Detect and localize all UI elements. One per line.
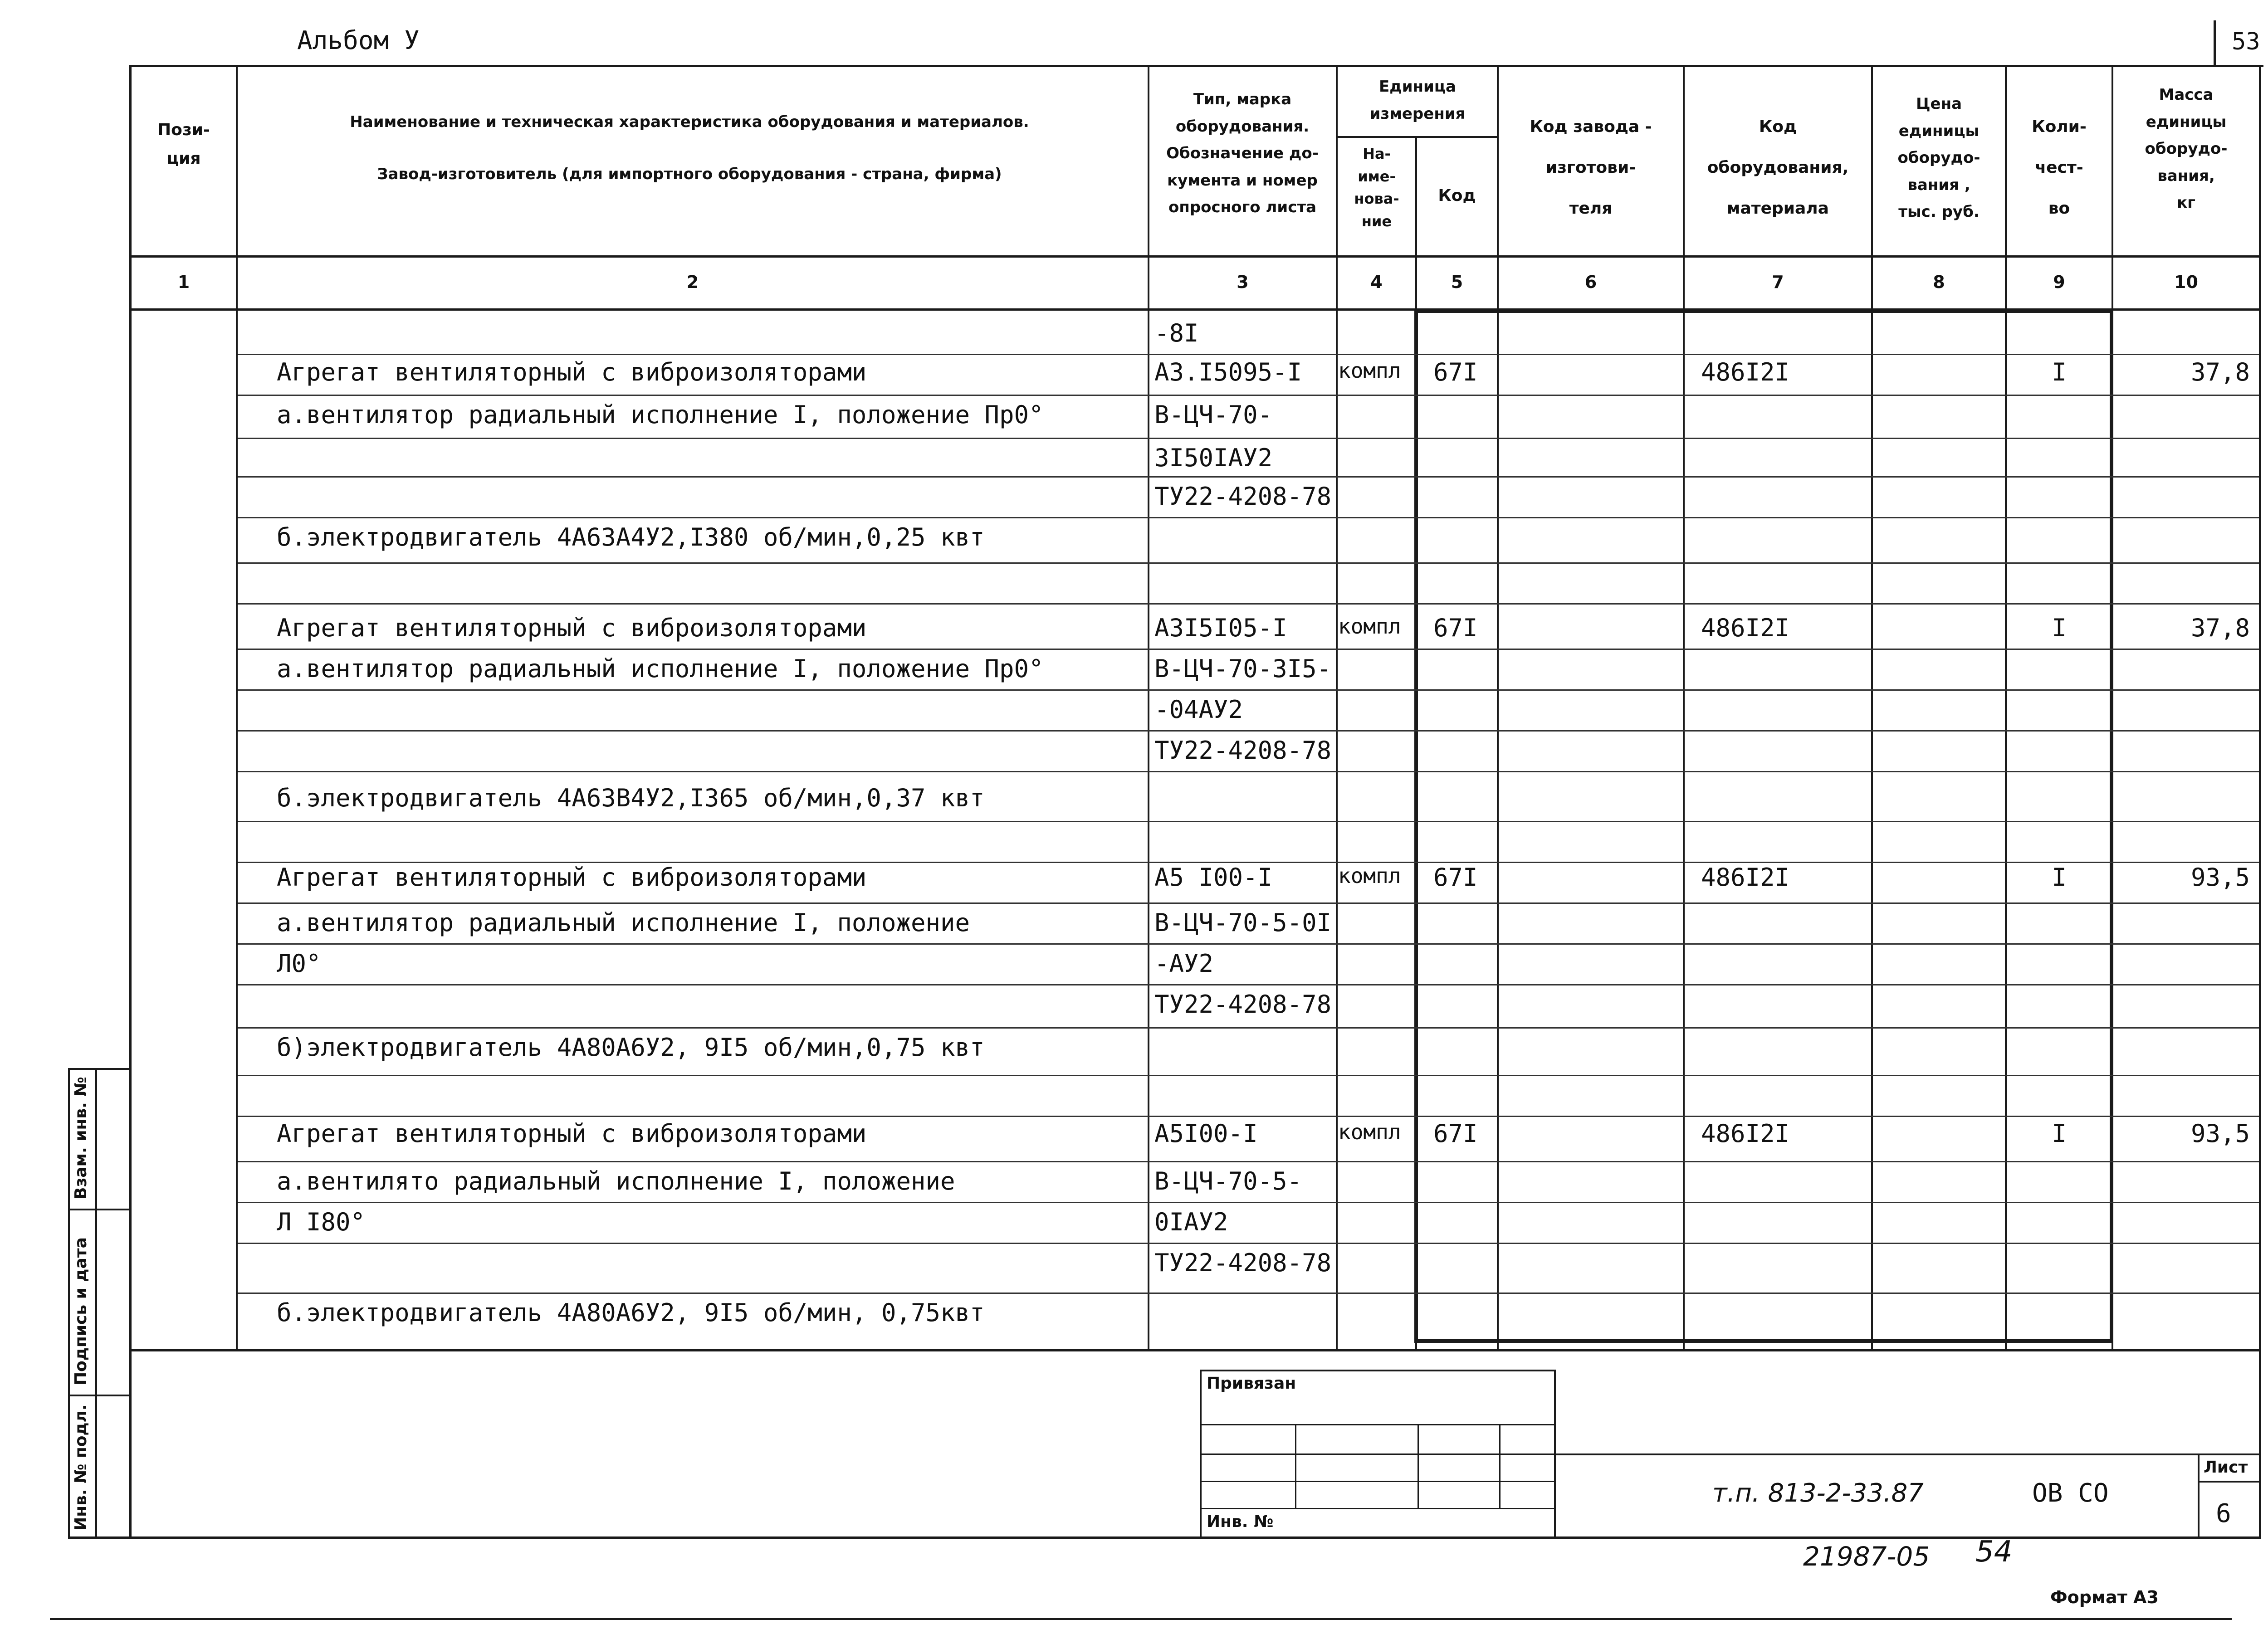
cell-unit: компл <box>1338 863 1401 888</box>
cell-doc: -04АУ2 <box>1154 695 1243 724</box>
row-divider <box>238 476 2259 478</box>
privyazan-line-2 <box>1200 1454 1556 1455</box>
row-divider <box>238 395 2259 396</box>
row-divider <box>238 438 2259 439</box>
row-divider <box>238 1202 2259 1203</box>
side-podpis-data: Подпись и дата <box>72 1237 90 1385</box>
document-code: ОВ СО <box>2032 1478 2109 1508</box>
privyazan-col-2 <box>1418 1424 1419 1509</box>
album-title: Альбом У <box>297 26 420 55</box>
side-stamp-inner-line <box>95 1068 97 1537</box>
sheet-label: Лист <box>2204 1458 2248 1477</box>
cell-unit: компл <box>1338 614 1401 639</box>
cell-code: 67I <box>1433 614 1478 642</box>
colnum-2: 2 <box>686 272 699 292</box>
side-stamp-div-1 <box>68 1209 130 1210</box>
row-divider <box>238 603 2259 605</box>
table-top-border <box>129 65 2263 67</box>
page-bottom-rule <box>50 1618 2232 1620</box>
header-price: Цена единицы оборудо- вания , тыс. руб. <box>1897 95 1980 221</box>
cell-doc: ТУ22-4208-78 <box>1154 482 1332 511</box>
cell-name: Агрегат вентиляторный с виброизоляторами <box>277 358 867 386</box>
row-divider <box>238 1027 2259 1029</box>
cell-name: а.вентилято радиальный исполнение I, положение <box>277 1167 955 1195</box>
header-bottom-line <box>129 255 2261 258</box>
cell-code: 67I <box>1433 358 1478 386</box>
row-divider <box>238 943 2259 945</box>
privyazan-col-3 <box>1499 1424 1501 1509</box>
cell-code: 67I <box>1433 1119 1478 1148</box>
side-inv-podl: Инв. № подл. <box>72 1404 90 1531</box>
cell-doc: ТУ22-4208-78 <box>1154 1249 1332 1277</box>
colnum-8: 8 <box>1933 272 1945 292</box>
cell-doc: ТУ22-4208-78 <box>1154 736 1332 765</box>
side-vzam-inv: Взам. инв. № <box>72 1077 90 1200</box>
cell-qty: I <box>2052 863 2067 892</box>
cell-mat: 486I2I <box>1701 358 1790 386</box>
row-divider <box>238 1243 2259 1244</box>
frame-bottom-line <box>68 1536 2261 1539</box>
header-quantity: Коли- чест- во <box>2032 117 2087 218</box>
header-position: Пози- ция <box>157 121 210 168</box>
row-divider <box>238 771 2259 772</box>
body-box-right <box>2110 309 2113 1343</box>
colnum-9: 9 <box>2053 272 2065 292</box>
header-type-doc: Тип, марка оборудования. Обозначение до- кумента и номер опросного листа <box>1166 90 1319 216</box>
col-line-2 <box>1148 65 1149 1351</box>
side-stamp-top <box>68 1068 130 1070</box>
privyazan-line-1 <box>1200 1424 1556 1425</box>
archive-number: 21987-05 <box>1803 1541 1930 1572</box>
privyazan-label: Привязан <box>1207 1374 1296 1393</box>
cell-mass: 93,5 <box>2190 863 2250 892</box>
unit-group-divider <box>1336 136 1497 138</box>
colnum-5: 5 <box>1451 272 1463 292</box>
title-block-top <box>1556 1454 2261 1455</box>
cell-doc: В-ЦЧ-70-5-0I <box>1154 908 1332 937</box>
cell-mat: 486I2I <box>1701 863 1790 892</box>
page-number: 53 <box>2232 28 2260 55</box>
cell-name: а.вентилятор радиальный исполнение I, положение Пр0° <box>277 654 1044 683</box>
row-divider <box>238 821 2259 822</box>
row-divider <box>238 354 2259 355</box>
col-line-7 <box>1871 65 1873 1351</box>
cell-doc: 0IАУ2 <box>1154 1208 1228 1236</box>
body-bottom-line <box>129 1349 2261 1351</box>
cell-mat: 486I2I <box>1701 614 1790 642</box>
designation-handwritten: т.п. 813-2-33.87 <box>1712 1478 1924 1508</box>
cell-unit: компл <box>1338 358 1401 383</box>
cell-doc: ТУ22-4208-78 <box>1154 990 1332 1019</box>
header-plant-code: Код завода - изготови- теля <box>1530 117 1652 218</box>
row-divider <box>238 1075 2259 1076</box>
cell-name: б)электродвигатель 4А80А6У2, 9I5 об/мин,0,75 квт <box>277 1033 985 1062</box>
cell-qty: I <box>2052 614 2067 642</box>
cell-doc: А5 I00-I <box>1154 863 1273 892</box>
cell-unit: компл <box>1338 1120 1401 1144</box>
cell-mass: 37,8 <box>2190 358 2250 386</box>
header-mass: Масса единицы оборудо- вания, кг <box>2145 86 2228 212</box>
cell-name: б.электродвигатель 4А63В4У2,I365 об/мин,0,37 квт <box>277 784 985 812</box>
row-divider <box>238 649 2259 650</box>
cell-name: б.электродвигатель 4А63А4У2,I380 об/мин,0,25 квт <box>277 523 985 551</box>
cell-doc: -8I <box>1154 319 1199 347</box>
cell-doc: -АУ2 <box>1154 949 1214 978</box>
row-divider <box>238 1293 2259 1294</box>
body-box-left <box>1414 309 1418 1343</box>
header-unit-group: Единица измерения <box>1369 78 1466 123</box>
cell-name: Л0° <box>277 949 321 978</box>
col-line-6 <box>1683 65 1685 1351</box>
col-line-5 <box>1497 65 1499 1351</box>
col-line-8 <box>2005 65 2007 1351</box>
privyazan-line-3 <box>1200 1481 1556 1482</box>
row-divider <box>238 1116 2259 1117</box>
cell-name: Л I80° <box>277 1208 366 1236</box>
col-line-1 <box>236 65 238 1351</box>
format-label: Формат А3 <box>2050 1587 2159 1607</box>
sheet-cell-divider <box>2198 1481 2261 1483</box>
body-box-top <box>1414 309 2113 313</box>
cell-name: Агрегат вентиляторный с виброизоляторами <box>277 863 867 892</box>
cell-name: Агрегат вентиляторный с виброизоляторами <box>277 1119 867 1148</box>
sheet-number: 6 <box>2216 1499 2231 1528</box>
row-divider <box>238 562 2259 564</box>
colnum-6: 6 <box>1584 272 1597 292</box>
side-stamp-div-2 <box>68 1395 130 1396</box>
colnum-7: 7 <box>1772 272 1784 292</box>
cell-doc: А3.I5095-I <box>1154 358 1302 386</box>
colnum-1: 1 <box>177 272 190 292</box>
cell-doc: В-ЦЧ-70- <box>1154 400 1273 429</box>
colnum-4: 4 <box>1370 272 1383 292</box>
header-unit-code: Код <box>1438 186 1476 205</box>
header-name-line2: Завод-изготовитель (для импортного оборудования - страна, фирма) <box>377 165 1002 183</box>
inv-no-label: Инв. № <box>1207 1512 1274 1531</box>
row-divider <box>238 1161 2259 1162</box>
cell-mass: 37,8 <box>2190 614 2250 642</box>
privyazan-top <box>1200 1370 1556 1371</box>
colnum-3: 3 <box>1237 272 1249 292</box>
table-right-border <box>2259 65 2261 1539</box>
row-divider <box>238 517 2259 518</box>
row-divider <box>238 984 2259 985</box>
cell-qty: I <box>2052 1119 2067 1148</box>
header-unit-name: На- име- нова- ние <box>1354 145 1399 230</box>
row-divider <box>238 689 2259 691</box>
cell-mass: 93,5 <box>2190 1119 2250 1148</box>
colnum-10: 10 <box>2174 272 2198 292</box>
page-number-divider <box>2214 20 2216 66</box>
cell-doc: А5I00-I <box>1154 1119 1258 1148</box>
privyazan-line-4 <box>1200 1508 1556 1509</box>
cell-name: а.вентилятор радиальный исполнение I, положение <box>277 908 970 937</box>
col-line-3 <box>1336 65 1338 1351</box>
cell-qty: I <box>2052 358 2067 386</box>
row-divider <box>238 730 2259 732</box>
cell-doc: А3I5I05-I <box>1154 614 1287 642</box>
cell-name: Агрегат вентиляторный с виброизоляторами <box>277 614 867 642</box>
row-divider <box>238 902 2259 904</box>
cell-doc: В-ЦЧ-70-5- <box>1154 1167 1302 1195</box>
cell-name: б.электродвигатель 4А80А6У2, 9I5 об/мин, 0,75квт <box>277 1298 985 1327</box>
header-material-code: Код оборудования, материала <box>1707 117 1849 218</box>
body-box-bottom <box>1414 1339 2113 1343</box>
cell-code: 67I <box>1433 863 1478 892</box>
side-stamp-left-border <box>68 1068 70 1537</box>
archive-page: 54 <box>1975 1535 2013 1569</box>
cell-mat: 486I2I <box>1701 1119 1790 1148</box>
sheet-cell-left <box>2198 1454 2200 1537</box>
cell-doc: В-ЦЧ-70-3I5- <box>1154 654 1332 683</box>
header-name-line1: Наименование и техническая характеристика оборудования и материалов. <box>350 113 1029 131</box>
cell-doc: 3I50IАУ2 <box>1154 444 1273 472</box>
privyazan-col-1 <box>1295 1424 1296 1509</box>
cell-name: а.вентилятор радиальный исполнение I, положение Пр0° <box>277 400 1044 429</box>
